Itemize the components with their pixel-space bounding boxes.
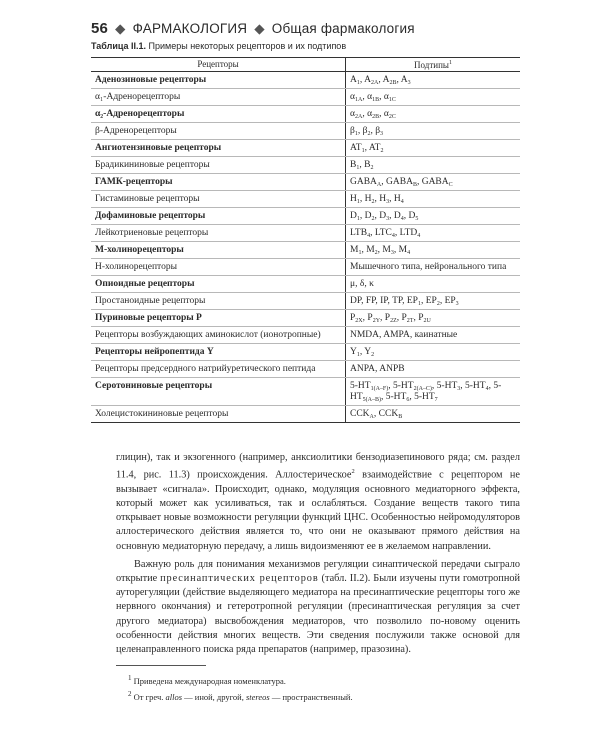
table-row	[91, 293, 520, 310]
receptor-subtypes: $GABA_A$, $GABA_B$, $GABA_C$	[346, 174, 521, 191]
table-caption	[91, 41, 346, 51]
receptor-subtypes: $A_1$, $A_{2A}$, $A_{2B}$, $A_3$	[346, 72, 521, 89]
table-label: Таблица II.1.	[91, 41, 147, 51]
table-row	[91, 89, 520, 106]
table-row	[91, 310, 520, 327]
receptor-subtypes: ANPA, ANPB	[346, 361, 521, 378]
table-row	[91, 378, 520, 406]
table-row	[91, 72, 520, 89]
footnote: $^2$ От греч. allos — иной, другой, stereos — пространственный.	[128, 689, 353, 702]
table-row	[91, 259, 520, 276]
receptor-name: Простаноидные рецепторы	[91, 293, 346, 310]
receptor-subtypes: μ, δ, κ	[346, 276, 521, 293]
footnotes	[116, 672, 520, 704]
table-row	[91, 344, 520, 361]
table-header-row	[91, 58, 520, 72]
table-row	[91, 361, 520, 378]
col-header-subtypes: Подтипы$^1$	[346, 58, 521, 72]
receptor-name: Рецепторы возбуждающих аминокислот (ионотропные)	[91, 327, 346, 344]
receptor-subtypes: $Y_1$, $Y_2$	[346, 344, 521, 361]
col-header-receptors: Рецепторы	[91, 58, 346, 72]
table-row	[91, 406, 520, 423]
page-number: 56	[91, 20, 109, 37]
section-title: Общая фармакология	[271, 21, 415, 36]
receptor-name: Лейкотриеновые рецепторы	[91, 225, 346, 242]
receptor-name: Холецистокининовые рецепторы	[91, 406, 346, 423]
receptor-subtypes: $\alpha_{1A}$, $\alpha_{1B}$, $\alpha_{1C}$	[346, 89, 521, 106]
receptor-name: α₂-Адренорецепторы	[91, 106, 346, 123]
table-row	[91, 191, 520, 208]
table-row	[91, 157, 520, 174]
receptor-subtypes: $\beta_1$, $\beta_2$, $\beta_3$	[346, 123, 521, 140]
receptor-name: Рецепторы предсердного натрийуретического пептида	[91, 361, 346, 378]
receptors-table	[91, 57, 520, 423]
receptor-subtypes: $\alpha_{2A}$, $\alpha_{2B}$, $\alpha_{2C}$	[346, 106, 521, 123]
table-title: Примеры некоторых рецепторов и их подтипов	[148, 41, 347, 51]
table-row	[91, 242, 520, 259]
receptor-subtypes: Мышечного типа, нейронального типа	[346, 259, 521, 276]
body-text	[116, 451, 520, 657]
table-row	[91, 327, 520, 344]
table-row	[91, 106, 520, 123]
receptor-subtypes: $M_1$, $M_2$, $M_3$, $M_4$	[346, 242, 521, 259]
table-row	[91, 140, 520, 157]
receptor-subtypes: NMDA, AMPA, каинатные	[346, 327, 521, 344]
receptor-name: Н-холинорецепторы	[91, 259, 346, 276]
book-title: ФАРМАКОЛОГИЯ	[132, 21, 248, 36]
receptor-subtypes: $AT_1$, $AT_2$	[346, 140, 521, 157]
table-row	[91, 225, 520, 242]
receptor-name: Гистаминовые рецепторы	[91, 191, 346, 208]
receptor-subtypes: DP, FP, IP, TP, $EP_1$, $EP_2$, $EP_3$	[346, 293, 521, 310]
table-row	[91, 123, 520, 140]
diamond-separator: ◆	[254, 21, 265, 36]
receptor-subtypes: $LTB_4$, $LTC_4$, $LTD_4$	[346, 225, 521, 242]
receptor-name: ГАМК-рецепторы	[91, 174, 346, 191]
table-row	[91, 276, 520, 293]
receptor-subtypes: $H_1$, $H_2$, $H_3$, $H_4$	[346, 191, 521, 208]
receptor-name: М-холинорецепторы	[91, 242, 346, 259]
receptor-name: Брадикининовые рецепторы	[91, 157, 346, 174]
receptor-name: Ангиотензиновые рецепторы	[91, 140, 346, 157]
receptor-name: Рецепторы нейропептида Y	[91, 344, 346, 361]
receptor-name: Аденозиновые рецепторы	[91, 72, 346, 89]
diamond-separator: ◆	[115, 21, 126, 36]
receptor-subtypes: $D_1$, $D_2$, $D_3$, $D_4$, $D_5$	[346, 208, 521, 225]
table-row	[91, 208, 520, 225]
paragraph: глицин), так и экзогенного (например, анксиолитики бензодиазепинового ряда; см. раздел 11.4, рис. 11.3) происхождения. Аллостерическое$^2$ взаимодействие с рецептором не вызывает «сигнала». Происходит, однако, модуляция основного медиаторного эффекта, который может как усиливаться, так и ослабляться. Создание веществ такого типа открывает новые возможности регуляции функций ЦНС. Особенностью нейромодуляторов аллостерического действия является то, что они не оказывают прямого действия на основную медиаторную передачу, а лишь видоизменяют ее в желаемом направлении.	[116, 452, 520, 552]
receptor-subtypes: $5-HT_{1(A-F)}$, $5-HT_{2(A-C)}$, $5-HT_3$, $5-HT_4$, $5-HT_{5(A-B)}$, $5-HT_6$, $5-HT_7$	[346, 378, 521, 406]
receptor-subtypes: $B_1$, $B_2$	[346, 157, 521, 174]
receptor-name: Пуриновые рецепторы P	[91, 310, 346, 327]
receptor-name: Дофаминовые рецепторы	[91, 208, 346, 225]
paragraph: Важную роль для понимания механизмов регуляции синаптической передачи сыграло открытие пресинаптических рецепторов (табл. II.2). Были изучены пути гомотропной ауторегуляции (действие выделяющего медиатора на пресинаптические рецепторы того же нервного окончания) и гетеротропной регуляции (пресинаптическая регуляция за счет другого медиатора) высвобождения медиаторов, что позволило по-новому оценить особенности действия многих веществ. Эти сведения послужили также основой для целенаправленного поиска ряда препаратов (например, празозина).	[116, 558, 520, 656]
receptor-name: α₁-Адренорецепторы	[91, 89, 346, 106]
receptor-name: Опиоидные рецепторы	[91, 276, 346, 293]
receptor-name: Серотониновые рецепторы	[91, 378, 346, 406]
receptors-table-body	[91, 72, 520, 423]
receptor-subtypes: $CCK_A$, $CCK_B$	[346, 406, 521, 423]
running-header	[91, 20, 415, 37]
spaced-term: пресинаптических рецепторов	[160, 573, 319, 585]
receptor-name: β-Адренорецепторы	[91, 123, 346, 140]
receptor-subtypes: $P_{2X}$, $P_{2Y}$, $P_{2Z}$, $P_{2T}$, $P_{2U}$	[346, 310, 521, 327]
footnote-rule	[116, 665, 206, 666]
footnote: $^1$ Приведена международная номенклатура.	[128, 674, 286, 686]
table-row	[91, 174, 520, 191]
